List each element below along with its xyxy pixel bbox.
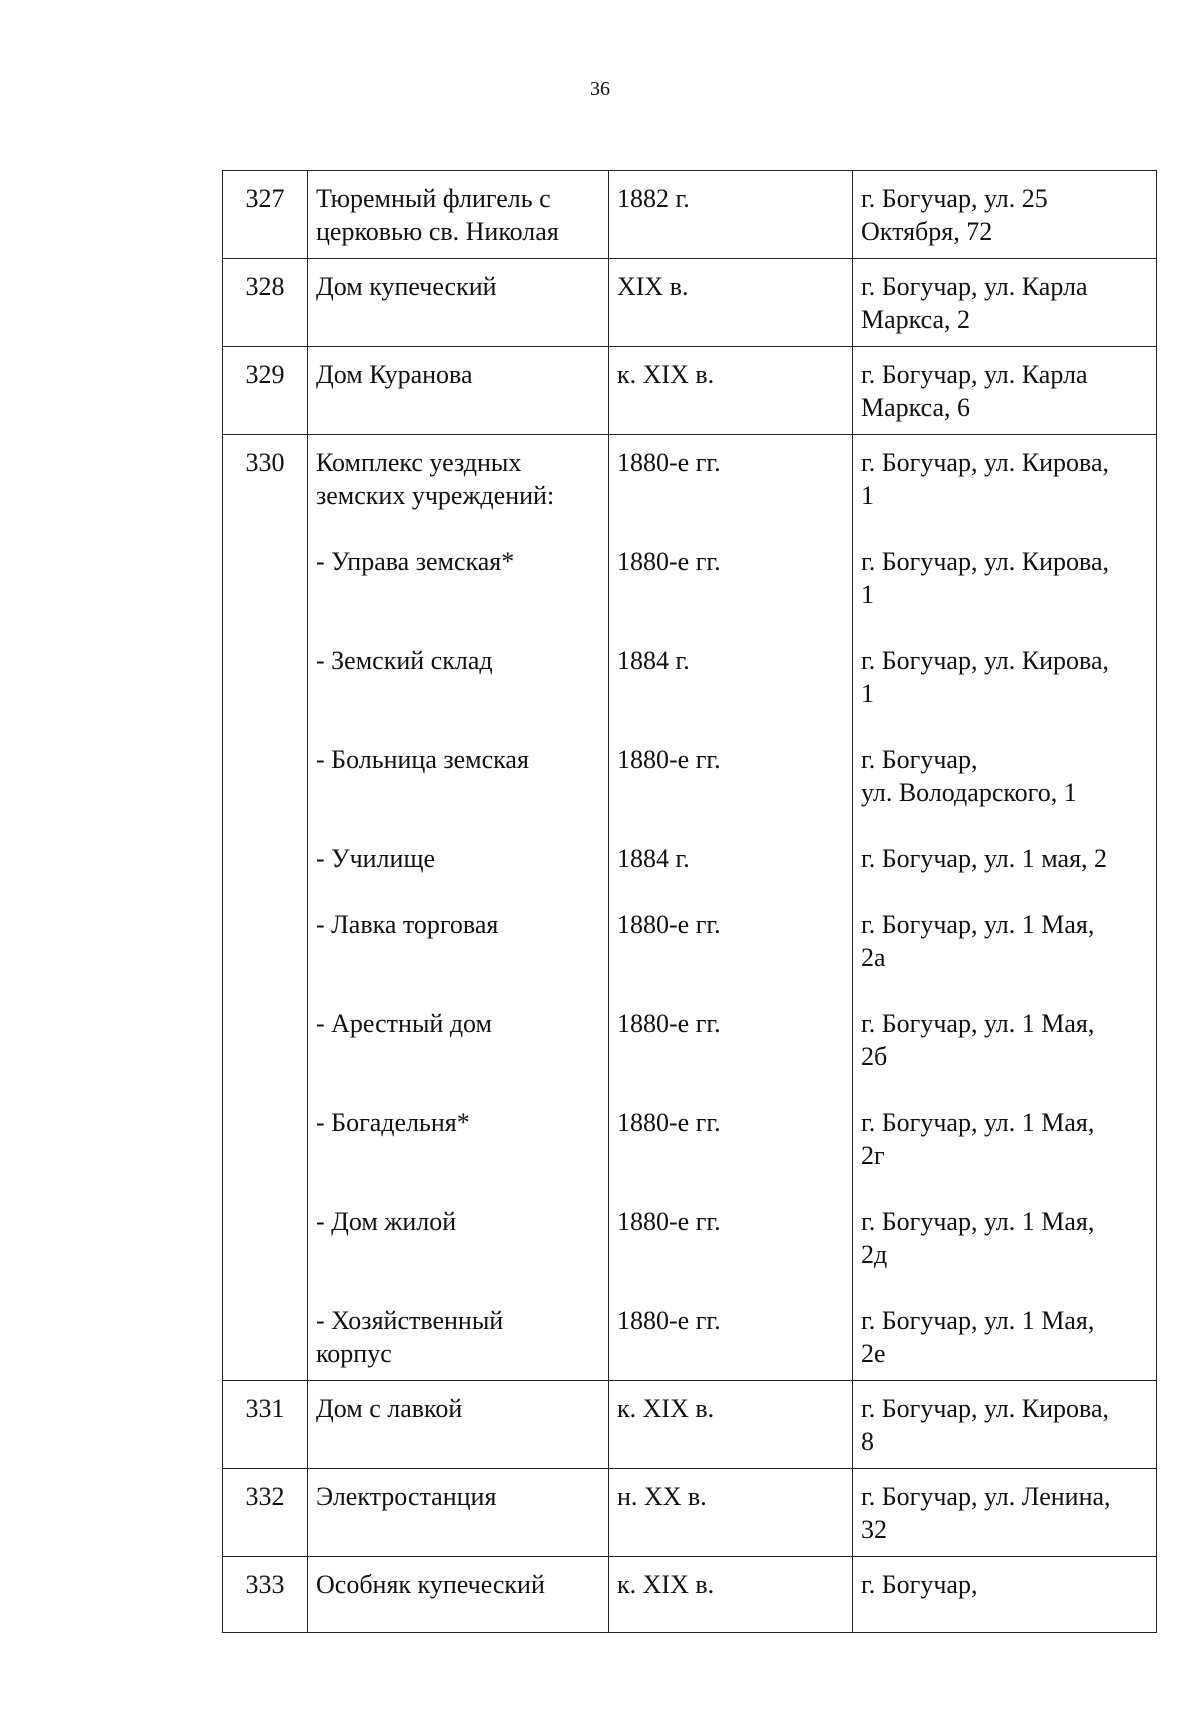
- complex-item-name: - Училище: [316, 844, 436, 873]
- object-address: г. Богучар,: [853, 1557, 1157, 1633]
- complex-item-address: г. Богучар, ул. 1 Мая, 2г: [861, 1108, 1095, 1170]
- object-name: Дом с лавкой: [308, 1381, 609, 1469]
- object-address-list: [853, 435, 1157, 1381]
- heritage-table: [222, 170, 1157, 1633]
- complex-item-address: г. Богучар, ул. Кирова, 1: [861, 448, 1110, 510]
- complex-item-date: 1884 г.: [617, 844, 690, 873]
- table-row: [223, 259, 1157, 347]
- complex-item-address: г. Богучар, ул. 1 Мая, 2е: [861, 1306, 1095, 1368]
- object-date: к. XIX в.: [609, 1381, 853, 1469]
- complex-item-name: - Земский склад: [316, 646, 493, 675]
- complex-item-name: - Хозяйственный корпус: [316, 1306, 504, 1368]
- object-name: Особняк купеческий: [308, 1557, 609, 1633]
- complex-item-date: 1880-е гг.: [617, 547, 721, 576]
- complex-item-address: г. Богучар, ул. 1 Мая, 2д: [861, 1207, 1095, 1269]
- object-date: к. XIX в.: [609, 1557, 853, 1633]
- complex-item-date: 1880-е гг.: [617, 1108, 721, 1137]
- row-number: 328: [223, 259, 308, 347]
- object-date: 1882 г.: [609, 171, 853, 259]
- table-row: [223, 1557, 1157, 1633]
- object-date: к. XIX в.: [609, 347, 853, 435]
- object-address: г. Богучар, ул. Кирова, 8: [853, 1381, 1157, 1469]
- table-row: [223, 1381, 1157, 1469]
- row-number: 333: [223, 1557, 308, 1633]
- complex-item-address: г. Богучар, ул. Кирова, 1: [861, 646, 1110, 708]
- object-name-list: [308, 435, 609, 1381]
- complex-item-name: - Дом жилой: [316, 1207, 457, 1236]
- complex-item-address: г. Богучар, ул. 1 Мая, 2а: [861, 910, 1095, 972]
- object-date: XIX в.: [609, 259, 853, 347]
- row-number: 329: [223, 347, 308, 435]
- complex-item-address: г. Богучар, ул. Кирова, 1: [861, 547, 1110, 609]
- object-date-list: [609, 435, 853, 1381]
- object-name: Электростанция: [308, 1469, 609, 1557]
- complex-item-name: Комплекс уездных земских учреждений:: [316, 448, 555, 510]
- page-number: 36: [590, 78, 610, 100]
- complex-item-name: - Арестный дом: [316, 1009, 493, 1038]
- complex-item-address: г. Богучар, ул. 1 Мая, 2б: [861, 1009, 1095, 1071]
- object-date: н. XX в.: [609, 1469, 853, 1557]
- table-row: [223, 1469, 1157, 1557]
- object-name: Дом Куранова: [308, 347, 609, 435]
- object-address: г. Богучар, ул. Карла Маркса, 2: [853, 259, 1157, 347]
- table-row: [223, 171, 1157, 259]
- complex-item-date: 1880-е гг.: [617, 745, 721, 774]
- complex-item-address: г. Богучар, ул. Володарского, 1: [861, 745, 1077, 807]
- complex-item-name: - Управа земская*: [316, 547, 515, 576]
- complex-item-date: 1880-е гг.: [617, 1009, 721, 1038]
- row-number: 332: [223, 1469, 308, 1557]
- table-row-complex: [223, 435, 1157, 1381]
- complex-item-date: 1880-е гг.: [617, 448, 721, 477]
- row-number: 331: [223, 1381, 308, 1469]
- complex-item-name: - Богадельня*: [316, 1108, 470, 1137]
- object-name: Дом купеческий: [308, 259, 609, 347]
- complex-item-date: 1884 г.: [617, 646, 690, 675]
- object-address: г. Богучар, ул. Карла Маркса, 6: [853, 347, 1157, 435]
- complex-item-address: г. Богучар, ул. 1 мая, 2: [861, 844, 1108, 873]
- complex-item-date: 1880-е гг.: [617, 1207, 721, 1236]
- object-address: г. Богучар, ул. 25 Октября, 72: [853, 171, 1157, 259]
- row-number: 330: [223, 435, 308, 1381]
- complex-item-name: - Лавка торговая: [316, 910, 499, 939]
- table-row: [223, 347, 1157, 435]
- complex-item-date: 1880-е гг.: [617, 910, 721, 939]
- row-number: 327: [223, 171, 308, 259]
- complex-item-name: - Больница земская: [316, 745, 529, 774]
- object-name: Тюремный флигель с церковью св. Николая: [308, 171, 609, 259]
- complex-item-date: 1880-е гг.: [617, 1306, 721, 1335]
- object-address: г. Богучар, ул. Ленина, 32: [853, 1469, 1157, 1557]
